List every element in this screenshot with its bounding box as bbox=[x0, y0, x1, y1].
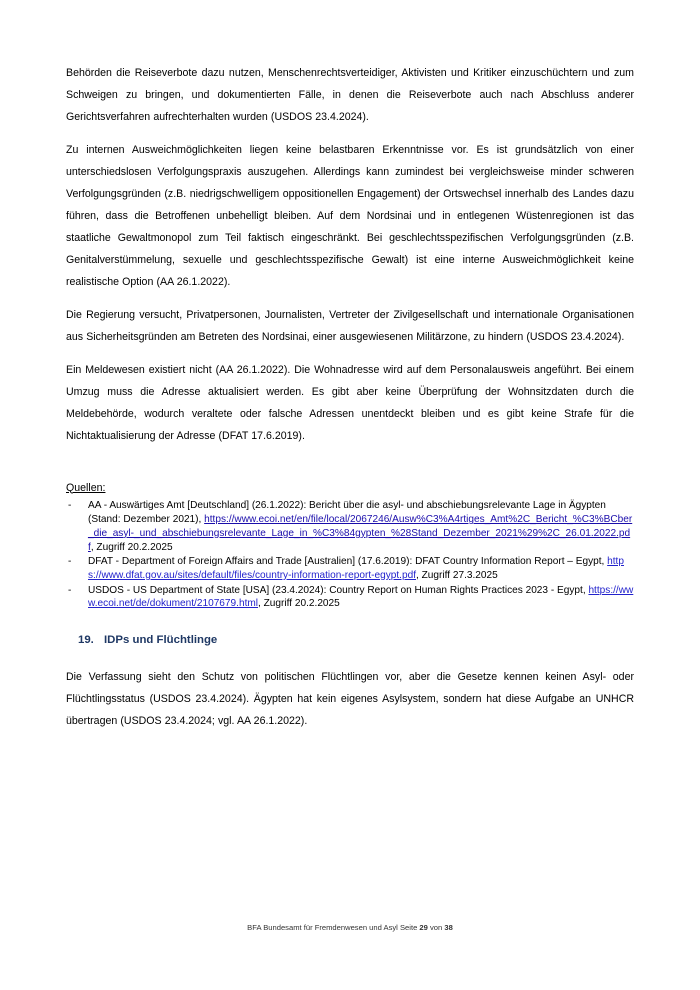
source-access: , Zugriff 27.3.2025 bbox=[416, 569, 498, 581]
sources-list bbox=[66, 499, 634, 611]
section-title: IDPs und Flüchtlinge bbox=[104, 634, 218, 647]
source-access: , Zugriff 20.2.2025 bbox=[90, 541, 173, 553]
section-paragraph-1: Die Verfassung sieht den Schutz von politischen Flüchtlingen vor, aber die Gesetze kennen keinen Asyl- oder Flüchtlingsstatus (USDOS 23.4.2024). Ägypten hat kein eigenes Asylsystem, sondern hat diese Aufgabe an UNHCR übertragen (USDOS 23.4.2024; vgl. AA 26.1.2022). bbox=[66, 671, 634, 728]
sources-heading: Quellen: bbox=[66, 481, 106, 494]
list-item bbox=[66, 584, 634, 611]
footer-of-label: von bbox=[430, 923, 443, 932]
page-content bbox=[66, 62, 634, 732]
footer-organisation: BFA Bundesamt für Fremdenwesen und Asyl bbox=[247, 923, 398, 932]
section-heading-wrapper bbox=[66, 633, 634, 649]
source-text: DFAT - Department of Foreign Affairs and Trade [Australien] (17.6.2019): DFAT Country Information Report – Egypt, bbox=[88, 556, 608, 568]
section-number: 19. bbox=[78, 634, 94, 647]
source-text: AA - Auswärtiges Amt [Deutschland] (26.1.2022): Bericht über die asyl- und abschiebungsrelevante Lage in Ägypten (Stand: Dezember 2021), bbox=[88, 500, 606, 526]
footer-page-total: 38 bbox=[444, 923, 453, 932]
page-footer bbox=[0, 923, 700, 932]
source-access: , Zugriff 20.2.2025 bbox=[258, 598, 340, 610]
list-bullet: - bbox=[68, 500, 72, 512]
paragraph-1: Behörden die Reiseverbote dazu nutzen, Menschenrechtsverteidiger, Aktivisten und Kritiker einzuschüchtern und zum Schweigen zu bringen, und dokumentierten Fälle, in denen die Reiseverbote auch nach Abschluss anderer Gerichtsverfahren aufrechterhalten wurden (USDOS 23.4.2024). bbox=[66, 67, 634, 124]
list-item bbox=[66, 555, 634, 582]
list-item bbox=[66, 499, 634, 554]
source-link[interactable]: https://www.ecoi.net/de/dokument/2107679.html bbox=[88, 584, 634, 610]
source-link[interactable]: https://www.dfat.gov.au/sites/default/files/country-information-report-egypt.pdf bbox=[88, 556, 624, 581]
source-text: USDOS - US Department of State [USA] (23.4.2024): Country Report on Human Rights Practices 2023 - Egypt, bbox=[88, 584, 589, 596]
section-heading bbox=[78, 633, 634, 649]
footer-page-number: 29 bbox=[419, 923, 428, 932]
footer-page-label: Seite bbox=[399, 923, 418, 932]
paragraph-4: Ein Meldewesen existiert nicht (AA 26.1.2022). Die Wohnadresse wird auf dem Personalausweis angeführt. Bei einem Umzug muss die Adresse aktualisiert werden. Es gibt aber keine Überprüfung der Wohnsitzdaten durch die Meldebehörde, wodurch veraltete oder falsche Adressen unentdeckt bleiben und es gibt keine Strafe für die Nichtaktualisierung der Adresse (DFAT 17.6.2019). bbox=[66, 364, 634, 443]
paragraph-3: Die Regierung versucht, Privatpersonen, Journalisten, Vertreter der Zivilgesellschaft und internationale Organisationen aus Sicherheitsgründen am Betreten des Nordsinai, einer ausgewiesenen Militärzone, zu hindern (USDOS 23.4.2024). bbox=[66, 309, 634, 344]
source-link[interactable]: https://www.ecoi.net/en/file/local/2067246/Ausw%C3%A4rtiges_Amt%2C_Bericht_%C3%BCber_die_asyl-_und_abschiebungsrelevante_Lage_in_%C3%84gypten_%28Stand_Dezember_2021%29%2C_26.01.2022.pdf bbox=[88, 514, 633, 553]
list-bullet: - bbox=[68, 556, 72, 568]
paragraph-2: Zu internen Ausweichmöglichkeiten liegen keine belastbaren Erkenntnisse vor. Es ist grundsätzlich von einer unterschiedslosen Verfolgungspraxis auszugehen. Allerdings kann zumindest bei vergleichsweise minder schweren Verfolgungsgründen (z.B. niedrigschwelligem oppositionellen Engagement) der Ortswechsel innerhalb des Landes dazu führen, dass die Betroffenen unbehelligt bleiben. Auf dem Nordsinai und in entlegenen Wüstenregionen ist das staatliche Gewaltmonopol zum Teil faktisch eingeschränkt. Bei geschlechtsspezifischen Verfolgungsgründen (z.B. Genitalverstümmelung, sexuelle und geschlechtsspezifische Gewalt) ist eine interne Ausweichmöglichkeit keine realistische Option (AA 26.1.2022). bbox=[66, 144, 634, 289]
spacer bbox=[66, 459, 634, 481]
list-bullet: - bbox=[68, 584, 72, 596]
